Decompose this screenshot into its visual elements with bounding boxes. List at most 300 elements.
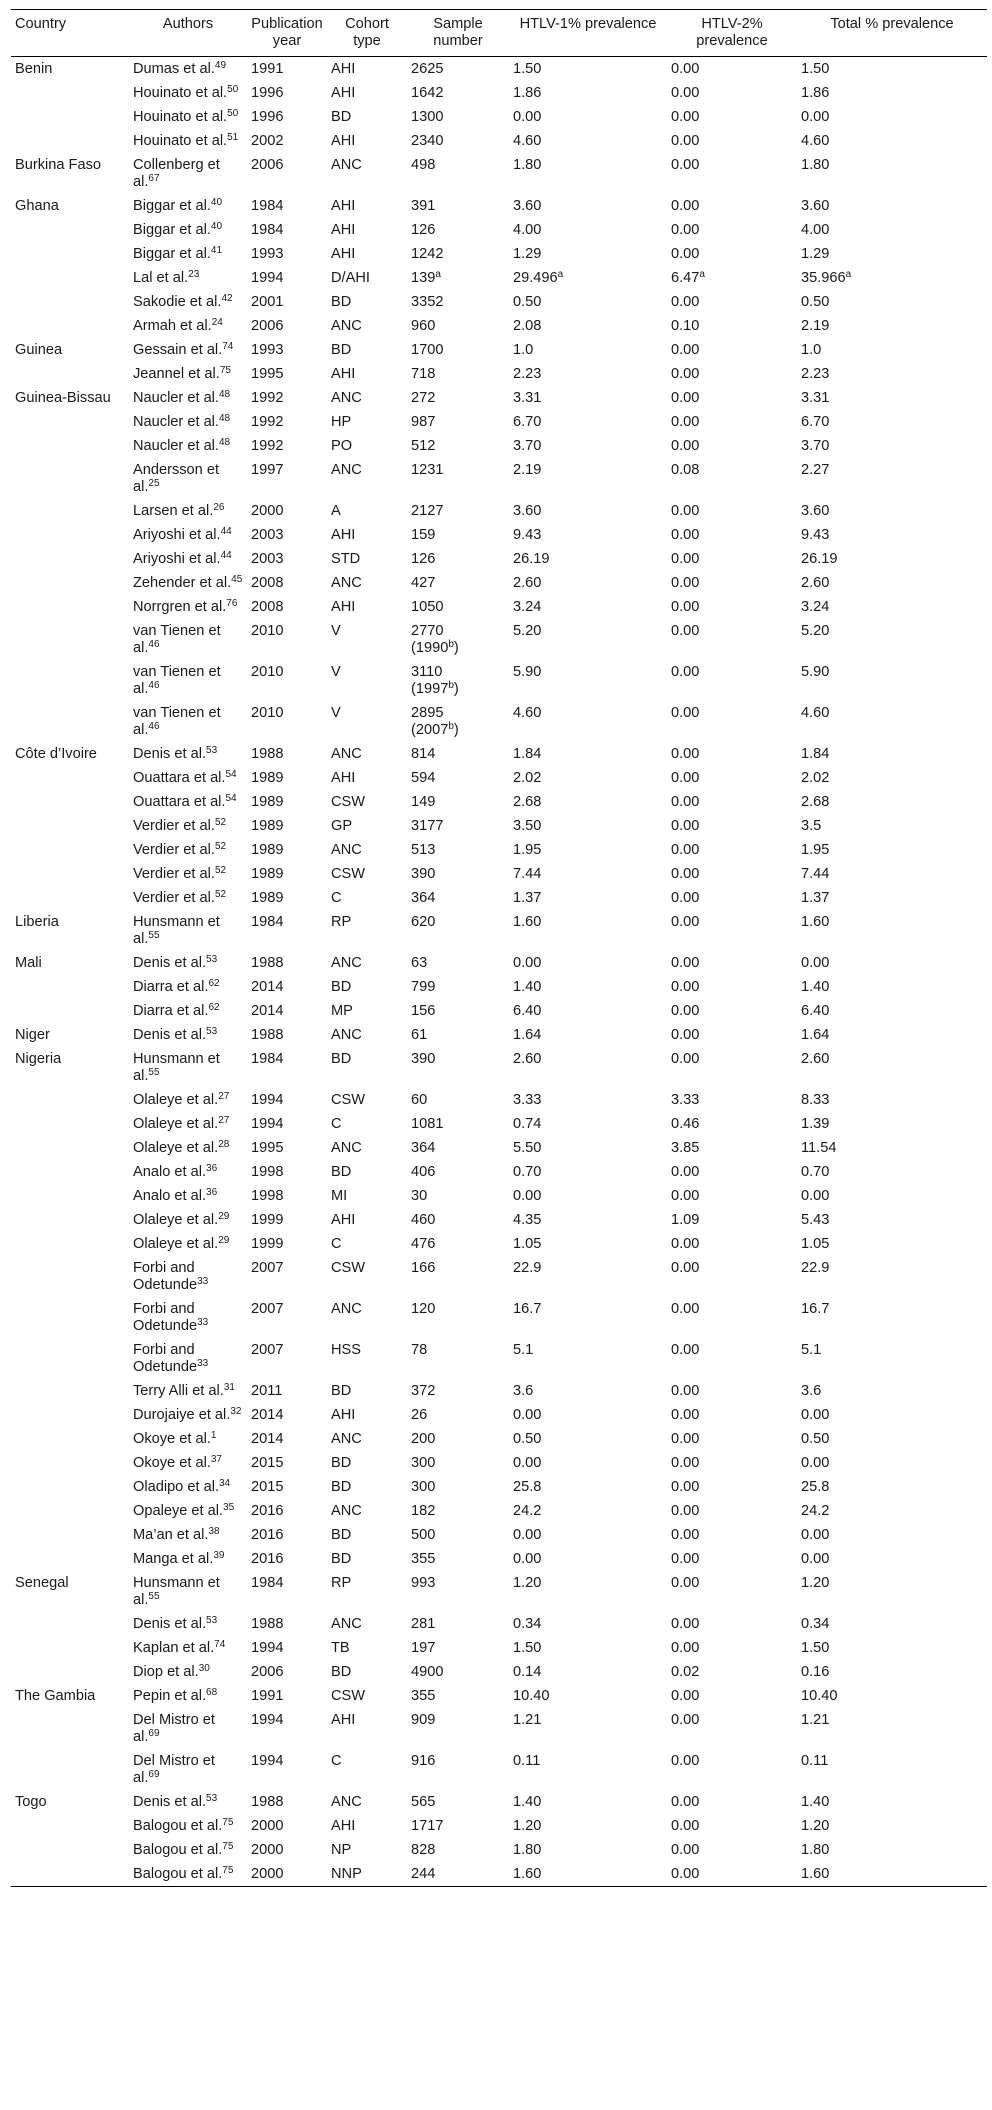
htlv1-cell (509, 1862, 667, 1887)
htlv1-cell-value: 2.60 (513, 574, 542, 591)
htlv2-cell (667, 790, 797, 814)
total-cell-value: 1.40 (801, 978, 830, 995)
htlv2-cell (667, 571, 797, 595)
htlv1-cell-value: 3.60 (513, 502, 542, 519)
sample-number: 814 (411, 745, 436, 762)
sample-cell (407, 1403, 509, 1427)
cohort-cell: BD (331, 1163, 352, 1180)
year-cell: 2016 (251, 1502, 284, 1519)
total-cell (797, 1684, 987, 1708)
reference-number: 30 (198, 1662, 210, 1674)
htlv1-cell-value: 1.37 (513, 889, 542, 906)
htlv2-cell-value: 0.00 (671, 1687, 700, 1704)
htlv1-cell-value: 5.50 (513, 1139, 542, 1156)
htlv1-cell-value: 1.05 (513, 1235, 542, 1252)
sample-number: 718 (411, 365, 436, 382)
cohort-cell: BD (331, 293, 352, 310)
htlv1-cell (509, 701, 667, 742)
total-cell (797, 1838, 987, 1862)
htlv2-cell-value: 0.00 (671, 502, 700, 519)
total-cell (797, 362, 987, 386)
total-cell (797, 458, 987, 499)
header-publication-year: Publication year (251, 16, 323, 49)
htlv1-cell (509, 129, 667, 153)
year-cell: 1998 (251, 1163, 284, 1180)
reference-number: 62 (208, 1001, 220, 1013)
htlv1-cell (509, 1499, 667, 1523)
total-cell-value: 7.44 (801, 865, 830, 882)
author-name: Balogou et al. (133, 1817, 223, 1834)
htlv2-cell (667, 105, 797, 129)
sample-cell (407, 458, 509, 499)
country-cell (11, 1660, 129, 1684)
htlv2-cell (667, 1838, 797, 1862)
htlv2-cell (667, 1023, 797, 1047)
reference-number: 34 (219, 1477, 231, 1489)
reference-number: 53 (206, 1025, 218, 1037)
sample-cell (407, 1708, 509, 1749)
author-name: Diarra et al. (133, 978, 209, 995)
year-cell: 2014 (251, 1002, 284, 1019)
year-cell: 2006 (251, 317, 284, 334)
table-row (11, 1636, 987, 1660)
author-cell (129, 1814, 247, 1838)
country-cell: Benin (15, 60, 53, 77)
sample-number: 200 (411, 1430, 436, 1447)
total-cell-value: 1.20 (801, 1574, 830, 1591)
total-cell (797, 1708, 987, 1749)
reference-number: 24 (211, 316, 223, 328)
author-name: Forbi and Odetunde (133, 1341, 198, 1375)
author-cell (129, 1256, 247, 1297)
year-cell: 1988 (251, 954, 284, 971)
total-cell-value: 2.19 (801, 317, 830, 334)
author-name: van Tienen et al. (133, 704, 221, 738)
year-cell: 1989 (251, 841, 284, 858)
sample-cell (407, 57, 509, 82)
cohort-cell: AHI (331, 365, 356, 382)
sample-number: 1300 (411, 108, 444, 125)
total-cell (797, 701, 987, 742)
htlv1-cell-value: 1.60 (513, 1865, 542, 1882)
htlv1-cell-value: 0.00 (513, 1187, 542, 1204)
sample-cell (407, 1379, 509, 1403)
total-cell (797, 1136, 987, 1160)
year-cell: 2010 (251, 622, 284, 639)
year-cell: 1994 (251, 1115, 284, 1132)
total-cell-value: 1.80 (801, 1841, 830, 1858)
total-cell-value: 2.23 (801, 365, 830, 382)
htlv2-cell (667, 1256, 797, 1297)
cohort-cell: NP (331, 1841, 352, 1858)
htlv2-cell-value: 0.00 (671, 598, 700, 615)
total-cell-value: 4.60 (801, 704, 830, 721)
sample-cell (407, 129, 509, 153)
author-cell (129, 57, 247, 82)
htlv2-cell-value: 0.00 (671, 84, 700, 101)
table-row (11, 1660, 987, 1684)
sample-number: 909 (411, 1711, 436, 1728)
author-cell (129, 660, 247, 701)
cohort-cell: ANC (331, 1793, 362, 1810)
total-cell (797, 314, 987, 338)
sample-cell (407, 266, 509, 290)
htlv2-cell (667, 1427, 797, 1451)
country-cell (11, 571, 129, 595)
country-cell (11, 1379, 129, 1403)
htlv1-cell (509, 266, 667, 290)
reference-number: 29 (218, 1234, 230, 1246)
year-cell: 2008 (251, 598, 284, 615)
htlv2-cell-value: 0.00 (671, 1550, 700, 1567)
sample-number: 355 (411, 1687, 436, 1704)
total-cell (797, 1475, 987, 1499)
author-cell (129, 266, 247, 290)
author-name: Okoye et al. (133, 1454, 211, 1471)
author-name: Denis et al. (133, 745, 207, 762)
author-name: Armah et al. (133, 317, 212, 334)
htlv1-cell (509, 523, 667, 547)
htlv1-cell (509, 1790, 667, 1814)
year-cell: 1984 (251, 221, 284, 238)
country-cell (11, 434, 129, 458)
year-cell: 1994 (251, 1752, 284, 1769)
htlv1-cell-value: 1.40 (513, 978, 542, 995)
htlv1-cell (509, 1403, 667, 1427)
htlv1-cell-value: 1.86 (513, 84, 542, 101)
cohort-cell: C (331, 889, 342, 906)
sample-cell (407, 314, 509, 338)
table-row (11, 1297, 987, 1338)
total-cell (797, 1636, 987, 1660)
htlv1-cell-value: 1.0 (513, 341, 534, 358)
htlv1-cell-value: 3.24 (513, 598, 542, 615)
htlv1-cell-value: 29.496 (513, 269, 558, 286)
sample-number: 272 (411, 389, 436, 406)
cohort-cell: CSW (331, 1091, 366, 1108)
htlv1-cell (509, 1451, 667, 1475)
author-cell (129, 1612, 247, 1636)
table-row (11, 1112, 987, 1136)
reference-number: 48 (218, 436, 231, 448)
country-cell (11, 242, 129, 266)
reference-number: 27 (218, 1090, 230, 1102)
reference-number: 76 (226, 597, 238, 609)
htlv1-cell (509, 742, 667, 766)
htlv2-cell (667, 386, 797, 410)
total-cell-value: 1.39 (801, 1115, 830, 1132)
year-cell: 2000 (251, 1865, 284, 1882)
htlv1-cell (509, 410, 667, 434)
country-cell (11, 1112, 129, 1136)
author-name: Balogou et al. (133, 1865, 223, 1882)
htlv1-cell-value: 16.7 (513, 1300, 542, 1317)
year-cell: 2001 (251, 293, 284, 310)
year-cell: 1989 (251, 865, 284, 882)
total-cell (797, 338, 987, 362)
total-cell-value: 3.60 (801, 502, 830, 519)
year-cell: 1989 (251, 889, 284, 906)
sample-cell (407, 1838, 509, 1862)
sample-cell (407, 105, 509, 129)
total-cell (797, 1297, 987, 1338)
htlv1-cell-value: 0.00 (513, 1550, 542, 1567)
htlv2-cell (667, 1571, 797, 1612)
year-cell: 1995 (251, 1139, 284, 1156)
htlv2-cell-value: 0.00 (671, 389, 700, 406)
total-cell-value: 0.00 (801, 108, 830, 125)
htlv2-cell (667, 1379, 797, 1403)
htlv1-cell (509, 571, 667, 595)
author-name: Durojaiye et al. (133, 1406, 231, 1423)
htlv1-cell (509, 458, 667, 499)
htlv2-cell (667, 523, 797, 547)
country-cell (11, 410, 129, 434)
footnote-mark: b (448, 638, 454, 650)
author-cell (129, 766, 247, 790)
htlv1-cell (509, 790, 667, 814)
sample-cell (407, 1660, 509, 1684)
htlv2-cell-value: 0.00 (671, 437, 700, 454)
total-cell-value: 22.9 (801, 1259, 830, 1276)
table-row (11, 194, 987, 218)
country-cell (11, 1862, 129, 1887)
htlv1-cell (509, 194, 667, 218)
total-cell-value: 5.1 (801, 1341, 822, 1358)
country-cell (11, 790, 129, 814)
table-row (11, 523, 987, 547)
country-cell (11, 701, 129, 742)
cohort-cell: MP (331, 1002, 353, 1019)
table-row (11, 1160, 987, 1184)
total-cell-value: 0.00 (801, 1406, 830, 1423)
country-cell (11, 458, 129, 499)
country-cell (11, 814, 129, 838)
htlv1-cell (509, 1112, 667, 1136)
sample-cell (407, 362, 509, 386)
author-name: Del Mistro et al. (133, 1752, 215, 1786)
year-cell: 1991 (251, 60, 284, 77)
htlv2-cell-value: 0.00 (671, 704, 700, 721)
total-cell-value: 0.50 (801, 293, 830, 310)
sample-cell (407, 547, 509, 571)
reference-number: 68 (206, 1686, 218, 1698)
table-row (11, 999, 987, 1023)
sample-number: 427 (411, 574, 436, 591)
htlv2-cell-value: 0.00 (671, 341, 700, 358)
total-cell (797, 81, 987, 105)
htlv2-cell-value: 0.00 (671, 1382, 700, 1399)
htlv2-cell (667, 194, 797, 218)
country-cell (11, 1838, 129, 1862)
author-cell (129, 886, 247, 910)
htlv1-cell (509, 975, 667, 999)
htlv2-cell (667, 218, 797, 242)
sample-number: 139 (411, 269, 436, 286)
year-cell: 2016 (251, 1550, 284, 1567)
total-cell (797, 790, 987, 814)
sample-cell (407, 1814, 509, 1838)
sample-number: 4900 (411, 1663, 444, 1680)
sample-cell (407, 1684, 509, 1708)
author-name: Terry Alli et al. (133, 1382, 224, 1399)
table-row (11, 1814, 987, 1838)
country-cell (11, 886, 129, 910)
sample-number: 156 (411, 1002, 436, 1019)
cohort-cell: AHI (331, 598, 356, 615)
author-name: Diarra et al. (133, 1002, 209, 1019)
reference-number: 75 (219, 364, 231, 376)
author-cell (129, 218, 247, 242)
total-cell-value: 1.29 (801, 245, 830, 262)
author-cell (129, 1023, 247, 1047)
htlv2-cell (667, 1232, 797, 1256)
htlv1-cell-value: 3.33 (513, 1091, 542, 1108)
htlv2-cell-value: 0.00 (671, 1002, 700, 1019)
htlv2-cell-value: 0.00 (671, 1341, 700, 1358)
cohort-cell: AHI (331, 84, 356, 101)
sample-number: 355 (411, 1550, 436, 1567)
total-cell (797, 153, 987, 194)
htlv1-cell-value: 2.08 (513, 317, 542, 334)
htlv1-cell-value: 1.40 (513, 1793, 542, 1810)
sample-number: 159 (411, 526, 436, 543)
author-cell (129, 910, 247, 951)
total-cell (797, 1790, 987, 1814)
country-cell: Burkina Faso (15, 156, 101, 173)
reference-number: 53 (206, 1792, 218, 1804)
reference-number: 52 (214, 816, 227, 828)
sample-year-note-close: ) (453, 680, 459, 697)
country-cell: Togo (15, 1793, 47, 1810)
sample-number: 2127 (411, 502, 444, 519)
htlv1-cell (509, 1160, 667, 1184)
sample-number: 565 (411, 1793, 436, 1810)
table-row (11, 742, 987, 766)
htlv1-cell-value: 5.20 (513, 622, 542, 639)
country-cell (11, 1088, 129, 1112)
country-cell: Liberia (15, 913, 59, 930)
author-name: Analo et al. (133, 1187, 207, 1204)
author-cell (129, 458, 247, 499)
htlv1-cell (509, 1660, 667, 1684)
htlv1-cell (509, 1749, 667, 1790)
author-name: Andersson et al. (133, 461, 219, 495)
total-cell-value: 0.00 (801, 1550, 830, 1567)
reference-number: 51 (227, 131, 239, 143)
cohort-cell: AHI (331, 1406, 356, 1423)
table-row (11, 595, 987, 619)
htlv1-cell-value: 0.00 (513, 1454, 542, 1471)
total-cell (797, 1403, 987, 1427)
author-cell (129, 1749, 247, 1790)
sample-number: 2340 (411, 132, 444, 149)
author-name: Lal et al. (133, 269, 189, 286)
total-cell (797, 862, 987, 886)
country-cell (11, 1451, 129, 1475)
author-cell (129, 999, 247, 1023)
sample-cell (407, 742, 509, 766)
total-cell (797, 1427, 987, 1451)
sample-cell (407, 571, 509, 595)
author-name: Okoye et al. (133, 1430, 211, 1447)
year-cell: 1997 (251, 461, 284, 478)
country-cell (11, 1427, 129, 1451)
htlv1-cell-value: 3.6 (513, 1382, 534, 1399)
table-row (11, 57, 987, 82)
year-cell: 1988 (251, 1615, 284, 1632)
sample-number: 993 (411, 1574, 436, 1591)
country-cell (11, 1232, 129, 1256)
country-cell: Ghana (15, 197, 59, 214)
reference-number: 40 (210, 196, 223, 208)
total-cell-value: 3.5 (801, 817, 822, 834)
htlv2-cell-value: 0.00 (671, 1430, 700, 1447)
prevalence-table (11, 9, 987, 1887)
author-name: Denis et al. (133, 1615, 207, 1632)
htlv1-cell-value: 1.50 (513, 60, 542, 77)
author-cell (129, 314, 247, 338)
total-cell-value: 6.70 (801, 413, 830, 430)
cohort-cell: ANC (331, 574, 362, 591)
footnote-mark: a (699, 268, 705, 280)
reference-number: 53 (206, 953, 218, 965)
sample-number: 1717 (411, 1817, 444, 1834)
reference-number: 28 (218, 1138, 230, 1150)
sample-cell (407, 1184, 509, 1208)
year-cell: 2006 (251, 1663, 284, 1680)
htlv1-cell-value: 1.20 (513, 1574, 542, 1591)
htlv1-cell-value: 9.43 (513, 526, 542, 543)
cohort-cell: HP (331, 413, 352, 430)
htlv2-cell (667, 660, 797, 701)
htlv1-cell-value: 0.14 (513, 1663, 542, 1680)
htlv2-cell-value: 0.00 (671, 769, 700, 786)
country-cell: Mali (15, 954, 42, 971)
total-cell-value: 24.2 (801, 1502, 830, 1519)
table-row (11, 1403, 987, 1427)
htlv2-cell (667, 886, 797, 910)
total-cell-value: 1.60 (801, 913, 830, 930)
htlv1-cell (509, 547, 667, 571)
htlv2-cell (667, 547, 797, 571)
sample-number: 372 (411, 1382, 436, 1399)
author-name: Hunsmann et al. (133, 1050, 220, 1084)
reference-number: 67 (148, 172, 160, 184)
sample-cell (407, 386, 509, 410)
cohort-cell: TB (331, 1639, 350, 1656)
reference-number: 33 (197, 1275, 209, 1287)
htlv2-cell-value: 0.00 (671, 1406, 700, 1423)
year-cell: 2007 (251, 1341, 284, 1358)
sample-number: 1242 (411, 245, 444, 262)
htlv2-cell (667, 57, 797, 82)
total-cell-value: 5.43 (801, 1211, 830, 1228)
table-row (11, 1208, 987, 1232)
htlv2-cell (667, 290, 797, 314)
htlv2-cell-value: 0.00 (671, 1259, 700, 1276)
table-row (11, 547, 987, 571)
sample-cell (407, 1208, 509, 1232)
author-cell (129, 1403, 247, 1427)
sample-cell (407, 1088, 509, 1112)
total-cell (797, 766, 987, 790)
year-cell: 2007 (251, 1300, 284, 1317)
country-cell (11, 1208, 129, 1232)
htlv2-cell (667, 1612, 797, 1636)
year-cell: 2000 (251, 1817, 284, 1834)
sample-cell (407, 1571, 509, 1612)
